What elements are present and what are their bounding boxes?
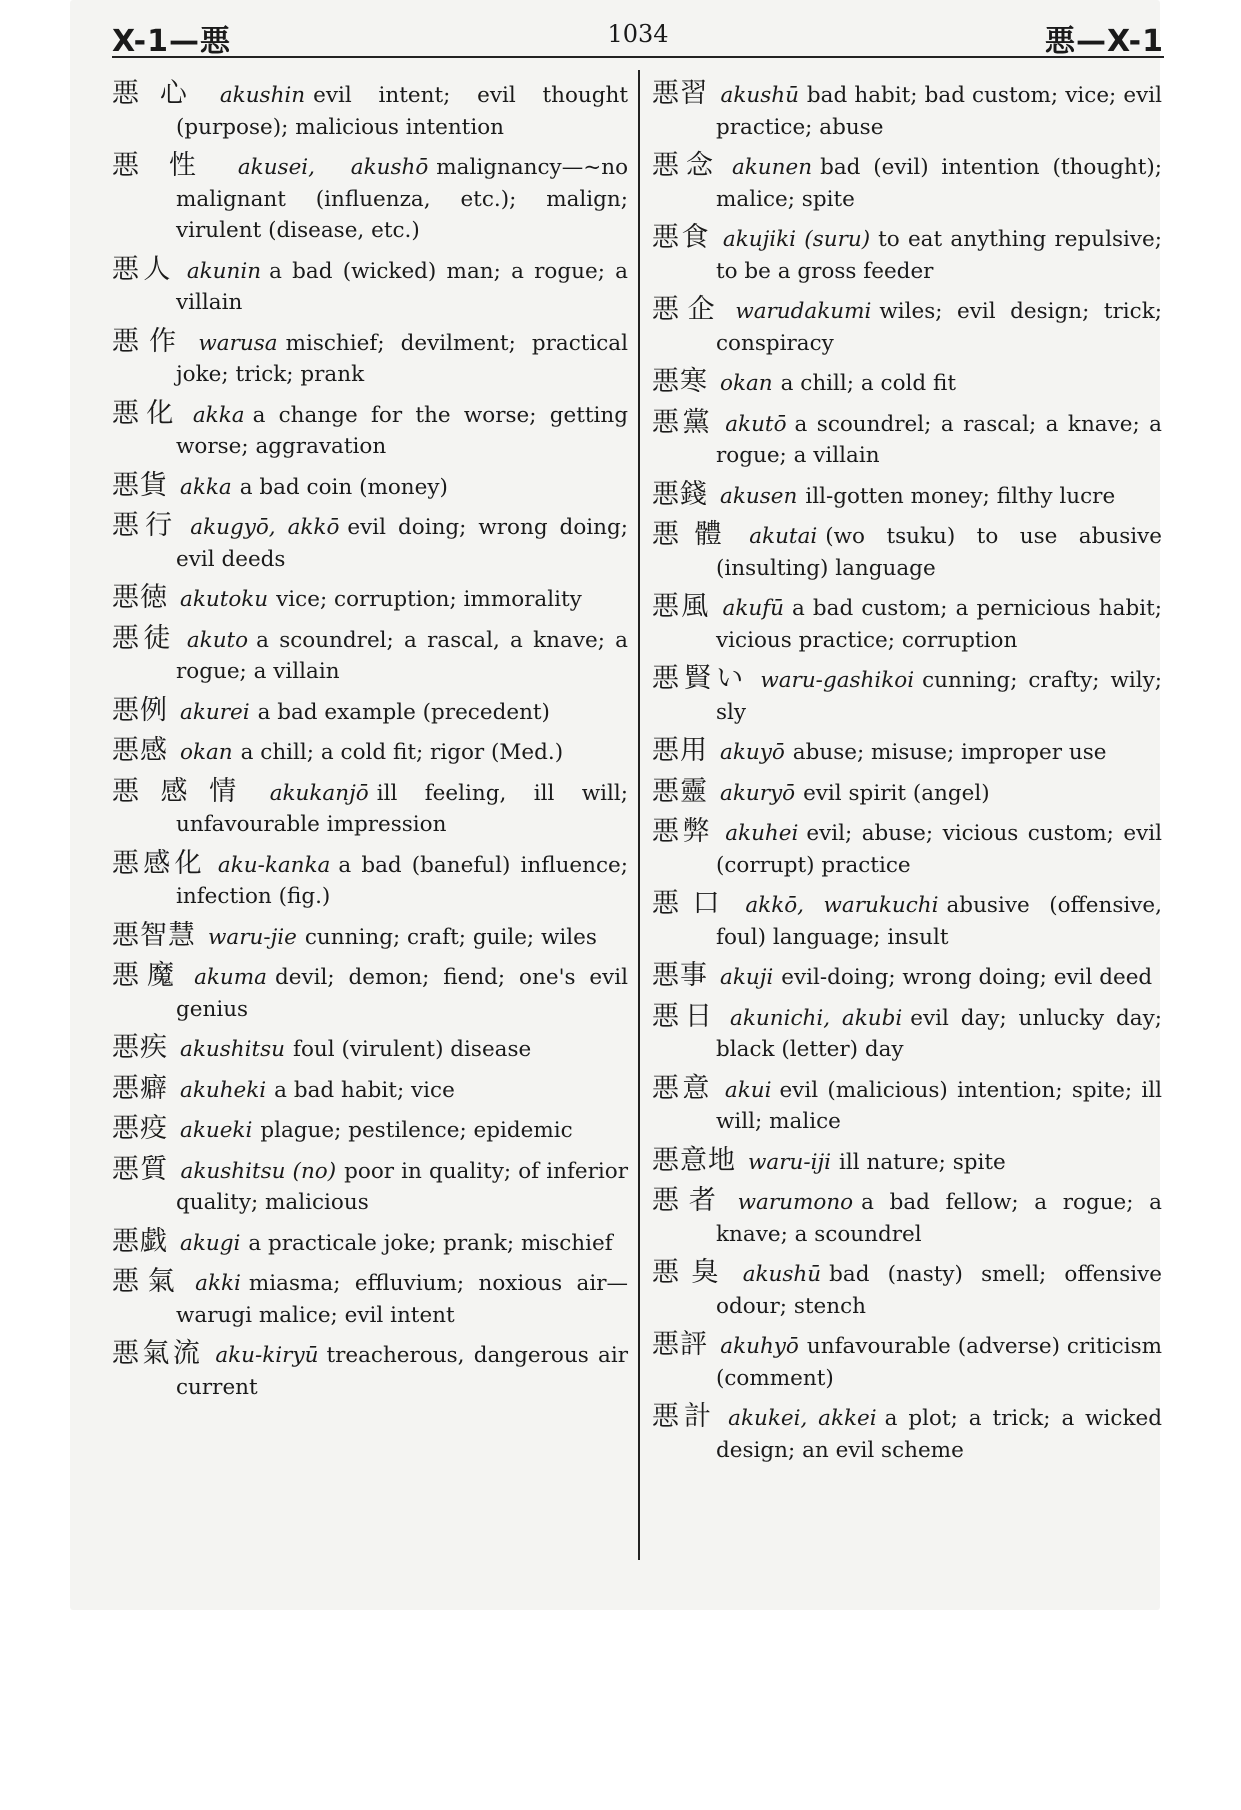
- entry-headword: 悪質: [112, 1153, 169, 1185]
- entry-meaning: unfavourable (adverse) criticism (comment): [716, 1334, 1162, 1391]
- column-divider: [638, 70, 640, 1560]
- header-rule: [112, 56, 1164, 58]
- entry-headword: 悪貨: [112, 469, 168, 501]
- entry-reading: akusei, akushō: [237, 155, 429, 180]
- entry-headword: 悪氣流: [112, 1338, 204, 1369]
- page-number: 1034: [607, 20, 669, 48]
- entry-headword: 悪者: [652, 1185, 726, 1216]
- entry-headword: 悪徒: [112, 622, 175, 654]
- entry-meaning: bad (nasty) smell; offensive odour; stench: [716, 1262, 1162, 1319]
- entry-meaning: devil; demon; fiend; one's evil genius: [176, 965, 629, 1022]
- entry-reading: akueki: [180, 1118, 253, 1143]
- dictionary-entry: [652, 1401, 1162, 1466]
- entry-reading: akurei: [180, 699, 250, 725]
- entry-headword: 悪心: [112, 78, 208, 109]
- entry-meaning: evil day; unlucky day; black (letter) day: [716, 1005, 1163, 1062]
- entry-meaning: ill feeling, ill will; unfavourable impression: [176, 780, 629, 837]
- entry-reading: akukei, akkei: [728, 1406, 877, 1431]
- entry-meaning: evil intent; evil thought (purpose); malicious intention: [176, 83, 628, 140]
- entry-reading: akuryō: [720, 780, 796, 806]
- entry-meaning: a chill; a cold fit: [780, 371, 956, 396]
- entry-meaning: evil-doing; wrong doing; evil deed: [781, 965, 1153, 990]
- dictionary-entry: [652, 591, 1162, 656]
- entry-meaning: evil (malicious) intention; spite; ill will; malice: [716, 1077, 1163, 1134]
- dictionary-entry: [112, 1266, 628, 1331]
- entry-headword: 悪計: [652, 1401, 717, 1432]
- entry-meaning: ill nature; spite: [839, 1149, 1006, 1175]
- entry-meaning: a bad (baneful) influence; infection (fig.): [176, 852, 629, 909]
- dictionary-entry: [652, 1329, 1162, 1394]
- entry-reading: akuheki: [180, 1077, 267, 1103]
- entry-reading: akukanjō: [269, 780, 369, 806]
- entry-headword: 悪性: [112, 150, 226, 181]
- entry-headword: 悪靈: [652, 775, 708, 807]
- entry-reading: warudakumi: [735, 299, 872, 324]
- entry-reading: akutoku: [180, 587, 269, 612]
- entry-headword: 悪食: [652, 222, 711, 253]
- entry-meaning: mischief; devilment; practical joke; trick; prank: [176, 330, 628, 387]
- dictionary-entry: [112, 470, 628, 504]
- entry-meaning: bad (evil) intention (thought); malice; spite: [716, 155, 1162, 212]
- entry-meaning: bad habit; bad custom; vice; evil practice; abuse: [716, 83, 1162, 140]
- dictionary-entry: [112, 1113, 628, 1147]
- entry-reading: warusa: [198, 330, 278, 356]
- entry-meaning: evil doing; wrong doing; evil deeds: [176, 515, 628, 572]
- dictionary-entry: [112, 1154, 628, 1219]
- entry-meaning: a bad example (precedent): [257, 699, 550, 725]
- dictionary-entry: [652, 479, 1162, 513]
- entry-meaning: treacherous, dangerous air current: [176, 1343, 628, 1400]
- entry-headword: 悪化: [112, 397, 181, 429]
- entry-meaning: cunning; craft; guile; wiles: [304, 924, 597, 950]
- entry-reading: aku-kiryū: [215, 1343, 319, 1368]
- entry-headword: 悪疫: [112, 1113, 168, 1144]
- dictionary-entry: [652, 663, 1162, 728]
- entry-headword: 悪弊: [652, 816, 714, 847]
- entry-reading: akka: [180, 474, 232, 500]
- entry-headword: 悪風: [652, 591, 711, 622]
- entry-reading: aku-kanka: [217, 852, 331, 878]
- dictionary-entry: [112, 735, 628, 769]
- entry-headword: 悪念: [652, 150, 720, 181]
- entry-meaning: abuse; misuse; improper use: [792, 740, 1107, 765]
- entry-headword: 悪行: [112, 510, 179, 541]
- entry-meaning: a change for the worse; getting worse; aggravation: [176, 402, 629, 459]
- entry-headword: 悪習: [652, 78, 709, 109]
- dictionary-entry: [112, 776, 628, 841]
- entry-headword: 悪錢: [652, 478, 708, 510]
- entry-meaning: a practicale joke; prank; mischief: [248, 1230, 613, 1256]
- entry-meaning: a bad (wicked) man; a rogue; a villain: [176, 258, 629, 315]
- entry-reading: akushū: [742, 1262, 822, 1287]
- dictionary-entry: [112, 848, 628, 913]
- entry-headword: 悪口: [652, 888, 734, 919]
- entry-meaning: a bad fellow; a rogue; a knave; a scoundrel: [716, 1190, 1162, 1247]
- entry-meaning: wiles; evil design; trick; conspiracy: [716, 299, 1162, 356]
- dictionary-entry: [112, 1032, 628, 1066]
- dictionary-entry: [112, 1073, 628, 1107]
- entry-meaning: ill-gotten money; filthy lucre: [805, 483, 1116, 509]
- dictionary-entry: [112, 695, 628, 729]
- entry-headword: 悪用: [652, 735, 708, 766]
- entry-meaning: cunning; crafty; wily; sly: [716, 668, 1162, 725]
- entry-meaning: a bad custom; a pernicious habit; vicious practice; corruption: [716, 596, 1162, 653]
- entry-meaning: poor in quality; of inferior quality; malicious: [176, 1158, 628, 1215]
- entry-reading: akuma: [194, 965, 267, 990]
- entry-reading: okan: [180, 740, 233, 765]
- dictionary-entry: [112, 326, 628, 391]
- dictionary-entry: [652, 78, 1162, 143]
- dictionary-entry: [112, 582, 628, 616]
- dictionary-entry: [652, 294, 1162, 359]
- entry-meaning: miasma; effluvium; noxious air—warugi malice; evil intent: [176, 1271, 628, 1328]
- dictionary-entry: [652, 735, 1162, 769]
- entry-meaning: a chill; a cold fit; rigor (Med.): [240, 740, 564, 765]
- entry-reading: waru-jie: [208, 924, 297, 950]
- entry-headword: 悪戯: [112, 1225, 168, 1257]
- entry-meaning: a plot; a trick; a wicked design; an evil scheme: [716, 1406, 1162, 1463]
- dictionary-entry: [652, 960, 1162, 994]
- entry-headword: 悪寒: [652, 366, 708, 397]
- entry-headword: 悪徳: [112, 582, 168, 613]
- dictionary-entry: [112, 960, 628, 1025]
- entry-meaning: abusive (offensive, foul) language; insult: [716, 893, 1162, 950]
- entry-headword: 悪作: [112, 325, 187, 357]
- entry-reading: akka: [192, 402, 245, 428]
- entry-headword: 悪意地: [652, 1144, 736, 1176]
- entry-meaning: a bad habit; vice: [274, 1077, 455, 1103]
- entry-reading: akutō: [725, 411, 787, 437]
- entry-reading: akusen: [720, 483, 798, 509]
- entry-reading: akuto: [186, 627, 249, 653]
- entry-headword: 悪黨: [652, 406, 714, 438]
- entry-headword: 悪人: [112, 253, 175, 285]
- entry-meaning: to eat anything repulsive; to be a gross feeder: [716, 227, 1162, 284]
- entry-reading: akuyō: [720, 740, 785, 765]
- entry-reading: akuhyō: [720, 1334, 799, 1359]
- dictionary-entry: [652, 1185, 1162, 1250]
- right-column: [652, 78, 1162, 1473]
- dictionary-entry: [652, 222, 1162, 287]
- entry-headword: 悪魔: [112, 960, 183, 991]
- entry-reading: akuji: [720, 965, 774, 990]
- entry-meaning: a scoundrel; a rascal, a knave; a rogue; a villain: [176, 627, 629, 684]
- entry-headword: 悪企: [652, 294, 724, 325]
- entry-reading: akutai: [749, 524, 818, 549]
- dictionary-entry: [652, 888, 1162, 953]
- dictionary-entry: [652, 366, 1162, 400]
- entry-meaning: evil; abuse; vicious custom; evil (corrupt) practice: [716, 821, 1162, 878]
- entry-meaning: malignancy—~no malignant (influenza, etc.); malign; virulent (disease, etc.): [176, 155, 629, 243]
- dictionary-entry: [652, 816, 1162, 881]
- entry-headword: 悪智慧: [112, 919, 196, 951]
- entry-reading: akufū: [722, 596, 785, 621]
- dictionary-entry: [112, 1338, 628, 1403]
- entry-reading: okan: [720, 371, 773, 396]
- entry-headword: 悪氣: [112, 1266, 184, 1297]
- header-left-guide: X-1—悪: [112, 24, 232, 59]
- entry-reading: akushitsu (no): [180, 1158, 337, 1184]
- entry-reading: akujiki (suru): [722, 227, 871, 252]
- entry-reading: akushitsu: [180, 1037, 285, 1062]
- entry-headword: 悪感化: [112, 847, 206, 879]
- entry-reading: akugi: [180, 1230, 241, 1256]
- entry-reading: akushū: [720, 83, 799, 108]
- dictionary-entry: [652, 1257, 1162, 1322]
- entry-reading: akunin: [186, 258, 262, 284]
- left-column: [112, 78, 628, 1410]
- entry-reading: waru-iji: [748, 1149, 832, 1175]
- entry-headword: 悪臭: [652, 1257, 731, 1288]
- entry-headword: 悪日: [652, 1000, 719, 1032]
- entry-meaning: plague; pestilence; epidemic: [260, 1118, 573, 1143]
- entry-headword: 悪評: [652, 1329, 709, 1360]
- dictionary-entry: [112, 510, 628, 575]
- entry-reading: akki: [195, 1271, 241, 1296]
- entry-headword: 悪體: [652, 519, 738, 550]
- entry-reading: akugyō, akkō: [190, 515, 340, 540]
- dictionary-entry: [112, 920, 628, 954]
- entry-meaning: foul (virulent) disease: [292, 1037, 532, 1062]
- entry-meaning: a bad coin (money): [239, 474, 448, 500]
- dictionary-entry: [112, 623, 628, 688]
- entry-headword: 悪賢い: [652, 663, 749, 694]
- entry-meaning: evil spirit (angel): [803, 780, 990, 806]
- dictionary-entry: [112, 398, 628, 463]
- entry-reading: akunen: [731, 155, 813, 180]
- entry-headword: 悪意: [652, 1072, 713, 1104]
- entry-headword: 悪疾: [112, 1032, 168, 1063]
- entry-reading: waru-gashikoi: [760, 668, 915, 693]
- entry-headword: 悪癖: [112, 1072, 168, 1104]
- entry-reading: akuhei: [725, 821, 799, 846]
- entry-reading: akunichi, akubi: [730, 1005, 903, 1031]
- entry-headword: 悪事: [652, 960, 708, 991]
- header-right-guide: 悪—X-1: [1044, 24, 1164, 59]
- entry-meaning: vice; corruption; immorality: [276, 587, 582, 612]
- dictionary-entry: [652, 519, 1162, 584]
- entry-headword: 悪例: [112, 694, 168, 726]
- dictionary-entry: [112, 150, 628, 247]
- dictionary-entry: [652, 150, 1162, 215]
- dictionary-entry: [652, 1001, 1162, 1066]
- dictionary-entry: [652, 1073, 1162, 1138]
- entry-reading: akkō, warukuchi: [745, 893, 939, 918]
- entry-reading: warumono: [737, 1190, 854, 1215]
- page-header: [112, 12, 1164, 59]
- dictionary-entry: [652, 776, 1162, 810]
- entry-headword: 悪感情: [112, 775, 258, 807]
- dictionary-entry: [112, 254, 628, 319]
- dictionary-entry: [652, 407, 1162, 472]
- entry-meaning: a scoundrel; a rascal; a knave; a rogue; a villain: [716, 411, 1162, 468]
- entry-headword: 悪感: [112, 735, 168, 766]
- dictionary-entry: [112, 78, 628, 143]
- dictionary-entry: [112, 1226, 628, 1260]
- entry-reading: akushin: [219, 83, 306, 108]
- entry-meaning: (wo tsuku) to use abusive (insulting) language: [716, 524, 1162, 581]
- dictionary-entry: [652, 1145, 1162, 1179]
- entry-reading: akui: [724, 1077, 772, 1103]
